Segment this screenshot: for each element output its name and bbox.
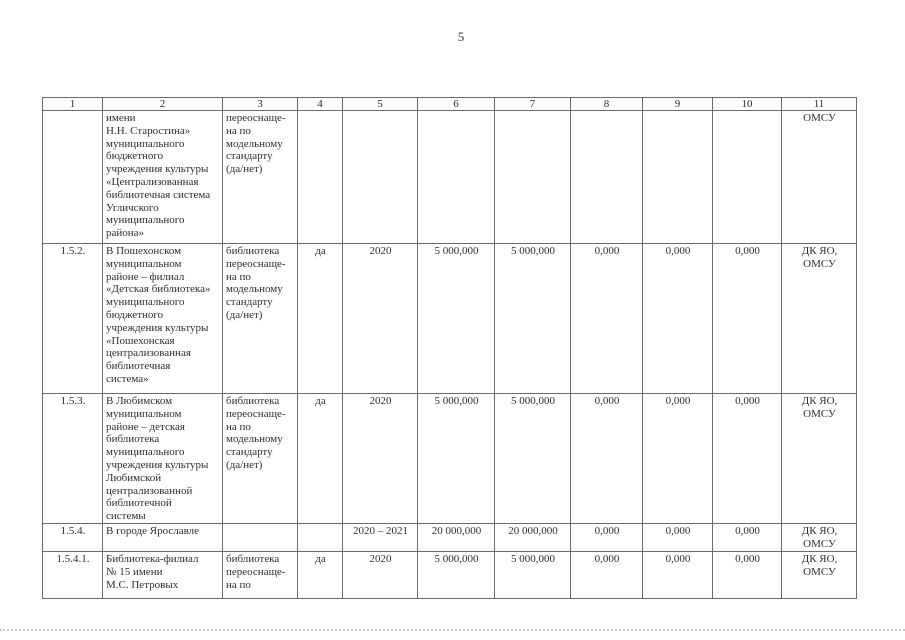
cell-col-9: 0,000 (643, 551, 713, 598)
data-table (42, 97, 857, 599)
cell-col-5: 2020 (343, 551, 418, 598)
cell-col-4 (298, 523, 343, 551)
cell-col-7: 20 000,000 (495, 523, 571, 551)
cell-col-3: библиотека переоснаще- на по модельному стандарту (да/нет) (223, 394, 298, 524)
cell-col-10 (713, 111, 782, 244)
cell-col-1: 1.5.3. (43, 394, 103, 524)
cell-col-11: ДК ЯО, ОМСУ (782, 394, 857, 524)
cell-col-3: библиотека переоснаще- на по модельному стандарту (да/нет) (223, 244, 298, 394)
cell-col-4: да (298, 551, 343, 598)
cell-col-10: 0,000 (713, 394, 782, 524)
cell-col-9: 0,000 (643, 394, 713, 524)
cell-col-10: 0,000 (713, 551, 782, 598)
header-col-2: 2 (103, 98, 223, 111)
table-row (43, 551, 857, 598)
cell-col-1 (43, 111, 103, 244)
cell-col-1: 1.5.4. (43, 523, 103, 551)
header-col-9: 9 (643, 98, 713, 111)
cell-col-8: 0,000 (571, 394, 643, 524)
header-col-4: 4 (298, 98, 343, 111)
header-row (43, 98, 857, 111)
table-row (43, 394, 857, 524)
cell-col-8: 0,000 (571, 523, 643, 551)
scan-edge-line (0, 629, 905, 631)
cell-col-7: 5 000,000 (495, 551, 571, 598)
cell-col-5 (343, 111, 418, 244)
cell-col-2: В Пошехонском муниципальном районе – филиал «Детская библиотека» муниципального бюджетного учреждения культуры «Пошехонская централизованная библиотечная система» (103, 244, 223, 394)
cell-col-4: да (298, 244, 343, 394)
cell-col-5: 2020 – 2021 (343, 523, 418, 551)
cell-col-8 (571, 111, 643, 244)
cell-col-8: 0,000 (571, 551, 643, 598)
cell-col-9: 0,000 (643, 523, 713, 551)
table-row (43, 244, 857, 394)
cell-col-7: 5 000,000 (495, 394, 571, 524)
cell-col-4 (298, 111, 343, 244)
cell-col-2: В городе Ярославле (103, 523, 223, 551)
cell-col-3: библиотека переоснаще- на по (223, 551, 298, 598)
cell-col-11: ОМСУ (782, 111, 857, 244)
cell-col-6 (418, 111, 495, 244)
table-row-continued (43, 111, 857, 244)
header-col-1: 1 (43, 98, 103, 111)
header-col-10: 10 (713, 98, 782, 111)
cell-col-6: 5 000,000 (418, 394, 495, 524)
cell-col-4: да (298, 394, 343, 524)
cell-col-11: ДК ЯО, ОМСУ (782, 244, 857, 394)
cell-col-2: В Любимском муниципальном районе – детская библиотека муниципального учреждения культуры Любимской централизованной библиотечной системы (103, 394, 223, 524)
table-row (43, 523, 857, 551)
cell-col-3 (223, 523, 298, 551)
header-col-5: 5 (343, 98, 418, 111)
cell-col-3: переоснаще- на по модельному стандарту (да/нет) (223, 111, 298, 244)
cell-col-10: 0,000 (713, 523, 782, 551)
cell-col-11: ДК ЯО, ОМСУ (782, 551, 857, 598)
cell-col-1: 1.5.4.1. (43, 551, 103, 598)
cell-col-6: 5 000,000 (418, 244, 495, 394)
cell-col-2: имени Н.Н. Старостина» муниципального бюджетного учреждения культуры «Централизованная библиотечная система Угличского муниципального района» (103, 111, 223, 244)
cell-col-7 (495, 111, 571, 244)
cell-col-9 (643, 111, 713, 244)
cell-col-7: 5 000,000 (495, 244, 571, 394)
cell-col-10: 0,000 (713, 244, 782, 394)
header-col-8: 8 (571, 98, 643, 111)
header-col-6: 6 (418, 98, 495, 111)
cell-col-2: Библиотека-филиал № 15 имени М.С. Петровых (103, 551, 223, 598)
page-number: 5 (457, 29, 465, 44)
cell-col-9: 0,000 (643, 244, 713, 394)
header-col-11: 11 (782, 98, 857, 111)
header-col-7: 7 (495, 98, 571, 111)
cell-col-11: ДК ЯО, ОМСУ (782, 523, 857, 551)
cell-col-6: 5 000,000 (418, 551, 495, 598)
cell-col-5: 2020 (343, 394, 418, 524)
cell-col-6: 20 000,000 (418, 523, 495, 551)
cell-col-1: 1.5.2. (43, 244, 103, 394)
header-col-3: 3 (223, 98, 298, 111)
cell-col-8: 0,000 (571, 244, 643, 394)
cell-col-5: 2020 (343, 244, 418, 394)
